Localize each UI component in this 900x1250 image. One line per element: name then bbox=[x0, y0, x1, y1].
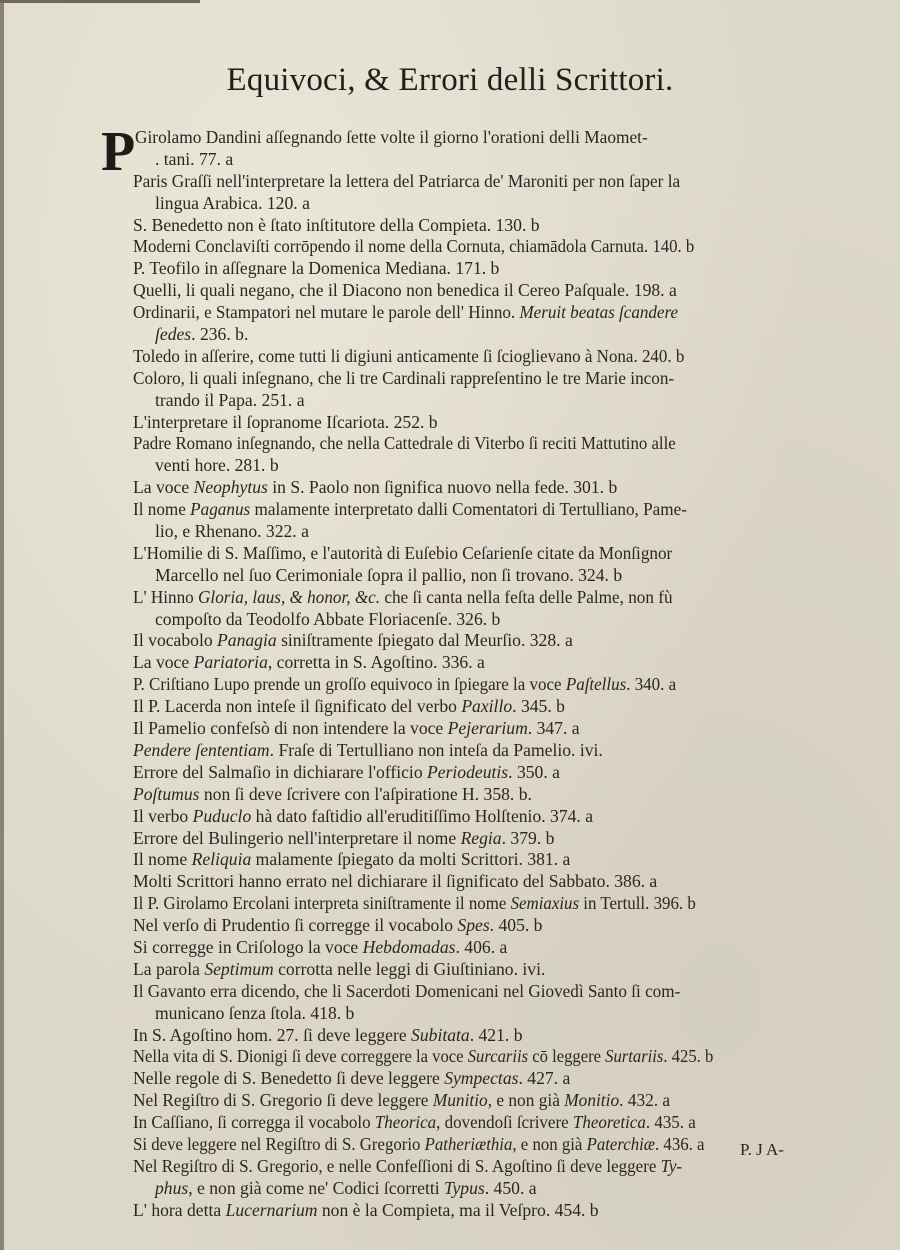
line-text: compoſto da Teodolfo Abbate Floriacenſe. 326. b bbox=[155, 608, 501, 629]
errata-line bbox=[133, 433, 792, 455]
italic-term: Regia bbox=[460, 827, 502, 848]
line-text: Nelle regole di S. Benedetto ſi deve leggere bbox=[133, 1068, 445, 1089]
italic-term: phus bbox=[155, 1177, 189, 1198]
page-top-edge bbox=[0, 0, 200, 3]
errata-line bbox=[133, 849, 823, 871]
line-text: La voce bbox=[133, 652, 194, 673]
line-text: Il nome bbox=[133, 849, 192, 870]
errata-line bbox=[133, 477, 823, 499]
line-text: . 379. b bbox=[501, 827, 555, 848]
errata-line bbox=[133, 455, 823, 477]
errata-line bbox=[133, 937, 823, 959]
line-text: Nella vita di S. Dionigi ſi deve correggere la voce bbox=[133, 1046, 468, 1067]
italic-term: Septimum bbox=[204, 958, 274, 979]
errata-line bbox=[133, 1134, 792, 1156]
italic-term: Lucernarium bbox=[225, 1199, 318, 1220]
line-text: Il P. Lacerda non inteſe il ſignificato del verbo bbox=[133, 696, 462, 717]
line-text: , dovendoſi ſcrivere bbox=[436, 1112, 573, 1133]
errata-line bbox=[133, 696, 823, 718]
line-text: Il vocabolo bbox=[133, 630, 218, 651]
line-text: In S. Agoſtino hom. 27. ſi deve leggere bbox=[133, 1024, 412, 1045]
errata-line bbox=[133, 784, 823, 806]
line-text: cō leggere bbox=[528, 1046, 606, 1067]
errata-line bbox=[133, 630, 823, 652]
line-text: malamente interpretato dalli Comentatori di Tertulliano, Pame- bbox=[250, 499, 687, 520]
errata-line bbox=[133, 280, 823, 302]
line-text: Moderni Conclaviſti corrōpendo il nome della Cornuta, chiamādola Carnuta. 140. b bbox=[133, 236, 695, 257]
italic-term: ſedes bbox=[155, 324, 192, 345]
italic-term: Munitio bbox=[432, 1090, 488, 1111]
errata-line bbox=[133, 390, 823, 412]
errata-line bbox=[133, 1090, 813, 1112]
line-text: hà dato faſtidio all'eruditiſſimo Holſtenio. 374. a bbox=[251, 805, 594, 826]
line-text: Il verbo bbox=[133, 805, 193, 826]
errata-list bbox=[101, 121, 823, 1222]
italic-term: Pendere ſententiam bbox=[133, 739, 270, 760]
italic-term: Subitata bbox=[411, 1024, 470, 1045]
line-text: Ordinarii, e Stampatori nel mutare le parole dell' Hinno. bbox=[133, 302, 520, 323]
line-text: Girolamo Dandini aſſegnando ſette volte il giorno l'orationi delli Maomet- bbox=[134, 127, 648, 147]
line-text: , e non già bbox=[487, 1090, 565, 1111]
errata-line bbox=[133, 521, 823, 543]
line-text: . 350. a bbox=[508, 761, 560, 782]
page-binding-edge bbox=[0, 0, 4, 1250]
line-text: Toledo in aſſerire, come tutti li digiuni anticamente ſi ſcioglievano à Nona. 240. b bbox=[133, 345, 685, 366]
line-text: Quelli, li quali negano, che il Diacono non benedica il Cereo Paſquale. 198. a bbox=[133, 280, 677, 301]
line-text: . 406. a bbox=[455, 936, 508, 957]
line-text: Padre Romano inſegnando, che nella Cattedrale di Viterbo ſi reciti Mattutino alle bbox=[133, 433, 676, 454]
italic-term: Theorica bbox=[374, 1112, 437, 1133]
line-text: non ſi deve ſcrivere con l'aſpiratione H. 358. b. bbox=[199, 783, 532, 804]
line-text: municano ſenza ſtola. 418. b bbox=[155, 1002, 355, 1023]
line-text: lingua Arabica. 120. a bbox=[155, 192, 310, 213]
errata-line bbox=[133, 981, 806, 1003]
italic-term: Semiaxius bbox=[510, 893, 580, 914]
line-text: in Tertull. 396. b bbox=[579, 893, 696, 914]
italic-term: Paganus bbox=[190, 499, 251, 520]
italic-term: Spes bbox=[457, 915, 490, 936]
line-text: L'Homilie di S. Maſſimo, e l'autorità di Euſebio Ceſarienſe citate da Monſignor bbox=[133, 542, 673, 563]
errata-line bbox=[133, 1112, 799, 1134]
line-text: Molti Scrittori hanno errato nel dichiarare il ſignificato del Sabbato. 386. a bbox=[133, 871, 658, 892]
line-text: . tani. 77. a bbox=[155, 148, 234, 169]
errata-line bbox=[133, 565, 823, 587]
italic-term: Sympectas bbox=[444, 1068, 519, 1089]
errata-line bbox=[133, 193, 823, 215]
line-text: Il Gavanto erra dicendo, che li Sacerdoti Domenicani nel Giovedì Santo ſi com- bbox=[133, 980, 681, 1001]
line-text: , corretta in S. Agoſtino. 336. a bbox=[267, 652, 485, 673]
line-text: malamente ſpiegato da molti Scrittori. 381. a bbox=[251, 849, 571, 870]
line-text: . 421. b bbox=[469, 1024, 523, 1045]
errata-line bbox=[133, 871, 823, 893]
errata-line bbox=[133, 762, 823, 784]
line-text: . 405. b bbox=[489, 915, 543, 936]
line-text: Nel Regiſtro di S. Gregorio, e nelle Confeſſioni di S. Agoſtino ſi deve leggere bbox=[133, 1155, 661, 1176]
errata-line bbox=[133, 718, 823, 740]
errata-line bbox=[133, 1156, 799, 1178]
line-text: La voce bbox=[133, 477, 194, 498]
errata-line bbox=[133, 215, 823, 237]
line-text: Nel verſo di Prudentio ſi corregge il vocabolo bbox=[133, 915, 458, 936]
catchword: P. J A- bbox=[740, 1140, 784, 1159]
line-text: . 345. b bbox=[512, 696, 565, 717]
italic-term: Patheriæthia bbox=[424, 1133, 513, 1154]
italic-term: Panagia bbox=[217, 630, 277, 651]
line-text: , e non già bbox=[512, 1133, 587, 1154]
line-text: In Caſſiano, ſi corregga il vocabolo bbox=[133, 1112, 375, 1133]
errata-line bbox=[133, 171, 809, 193]
errata-line bbox=[133, 587, 806, 609]
errata-line bbox=[133, 828, 823, 850]
line-text: siniſtramente ſpiegato dal Meurſio. 328. a bbox=[276, 630, 573, 651]
line-text: . 425. b bbox=[663, 1046, 714, 1067]
line-text: Il Pamelio confeſsò di non intendere la voce bbox=[133, 718, 448, 739]
line-text: P. Criſtiano Lupo prende un groſſo equivoco in ſpiegare la voce bbox=[133, 674, 566, 695]
line-text: L' hora detta bbox=[133, 1199, 226, 1220]
italic-term: Typus bbox=[444, 1177, 485, 1198]
italic-term: Surtariis bbox=[605, 1046, 664, 1067]
line-text: Nel Regiſtro di S. Gregorio ſi deve leggere bbox=[133, 1090, 433, 1111]
italic-term: Gloria, laus, & honor, &c. bbox=[198, 586, 381, 607]
line-text: trando il Papa. 251. a bbox=[155, 389, 305, 410]
italic-term: Monitio bbox=[564, 1090, 620, 1111]
line-text: . 347. a bbox=[527, 718, 580, 739]
errata-line bbox=[133, 915, 823, 937]
line-text: . 436. a bbox=[655, 1133, 705, 1154]
line-text: , e non già come ne' Codici ſcorretti bbox=[188, 1177, 445, 1198]
line-text: Si deve leggere nel Regiſtro di S. Gregorio bbox=[133, 1133, 425, 1154]
errata-line bbox=[133, 302, 802, 324]
italic-term: Paſtellus bbox=[565, 674, 627, 695]
errata-line bbox=[133, 368, 806, 390]
errata-line bbox=[133, 609, 823, 631]
line-text: . 427. a bbox=[518, 1068, 571, 1089]
line-text: corrotta nelle leggi di Giuſtiniano. ivi. bbox=[273, 958, 546, 979]
errata-line bbox=[133, 959, 823, 981]
italic-term: Reliquia bbox=[191, 849, 252, 870]
line-text: Marcello nel ſuo Cerimoniale ſopra il pallio, non ſi trovano. 324. b bbox=[155, 564, 623, 585]
errata-line bbox=[133, 1025, 823, 1047]
italic-term: Pejerarium bbox=[447, 718, 528, 739]
line-text: Coloro, li quali inſegnano, che li tre Cardinali rappreſentino le tre Marie incon- bbox=[133, 367, 675, 388]
errata-line bbox=[133, 236, 792, 258]
page-title: Equivoci, & Errori delli Scrittori. bbox=[226, 62, 674, 98]
line-text: . 432. a bbox=[619, 1090, 671, 1111]
errata-line bbox=[133, 1003, 823, 1025]
italic-term: Surcariis bbox=[467, 1046, 529, 1067]
errata-line bbox=[133, 499, 806, 521]
line-text: Paris Graſſi nell'interpretare la lettera del Patriarca de' Maroniti per non ſaper la bbox=[133, 170, 681, 191]
errata-line bbox=[133, 893, 795, 915]
italic-term: Meruit beatas ſcandere bbox=[519, 302, 679, 323]
line-text: . 435. a bbox=[645, 1112, 696, 1133]
line-text: . 450. a bbox=[484, 1177, 537, 1198]
errata-line bbox=[133, 1200, 823, 1222]
errata-line bbox=[133, 149, 823, 171]
italic-term: Periodeutis bbox=[427, 761, 509, 782]
errata-line bbox=[133, 1068, 823, 1090]
italic-term: Paxillo bbox=[461, 696, 513, 717]
line-text: . Fraſe di Tertulliano non inteſa da Pamelio. ivi. bbox=[269, 739, 603, 760]
line-text: . 340. a bbox=[626, 674, 677, 695]
line-text: L'interpretare il ſopranome Iſcariota. 252. b bbox=[133, 411, 438, 432]
errata-line bbox=[133, 346, 799, 368]
italic-term: Neophytus bbox=[193, 477, 268, 498]
drop-cap: P bbox=[101, 121, 136, 183]
italic-term: Ty- bbox=[660, 1155, 683, 1176]
errata-line bbox=[133, 652, 823, 674]
italic-term: Pariatoria bbox=[193, 652, 268, 673]
italic-term: Paterchiæ bbox=[586, 1133, 656, 1154]
line-text: Errore del Bulingerio nell'interpretare il nome bbox=[133, 827, 461, 848]
line-text: venti hore. 281. b bbox=[155, 455, 279, 476]
errata-line bbox=[133, 258, 823, 280]
line-text: non è la Compieta, ma il Veſpro. 454. b bbox=[317, 1199, 599, 1220]
line-text: che ſi canta nella feſta delle Palme, non fù bbox=[380, 586, 673, 607]
errata-line bbox=[133, 806, 823, 828]
line-text: P. Teofilo in aſſegnare la Domenica Mediana. 171. b bbox=[133, 258, 500, 279]
italic-term: Poſtumus bbox=[133, 783, 200, 804]
errata-line bbox=[133, 543, 806, 565]
italic-term: Puduclo bbox=[192, 805, 252, 826]
line-text: L' Hinno bbox=[133, 586, 199, 607]
errata-line bbox=[133, 1046, 785, 1068]
line-text: La parola bbox=[133, 958, 205, 979]
line-text: in S. Paolo non ſignifica nuovo nella fede. 301. b bbox=[267, 477, 618, 498]
line-text: lio, e Rhenano. 322. a bbox=[155, 521, 309, 542]
line-text: Errore del Salmaſio in dichiarare l'officio bbox=[133, 761, 428, 782]
italic-term: Hebdomadas bbox=[362, 936, 456, 957]
line-text: . 236. b. bbox=[191, 324, 249, 345]
errata-line bbox=[133, 1178, 823, 1200]
errata-line bbox=[133, 740, 823, 762]
errata-line bbox=[133, 324, 823, 346]
italic-term: Theoretica bbox=[572, 1112, 646, 1133]
errata-line bbox=[133, 412, 823, 434]
line-text: Il P. Girolamo Ercolani interpreta siniſtramente il nome bbox=[133, 893, 511, 914]
line-text: S. Benedetto non è ſtato inſtitutore della Compieta. 130. b bbox=[133, 214, 540, 235]
line-text: Si corregge in Criſologo la voce bbox=[133, 936, 363, 957]
errata-line bbox=[133, 674, 799, 696]
line-text: Il nome bbox=[133, 499, 191, 520]
errata-line bbox=[133, 127, 813, 149]
